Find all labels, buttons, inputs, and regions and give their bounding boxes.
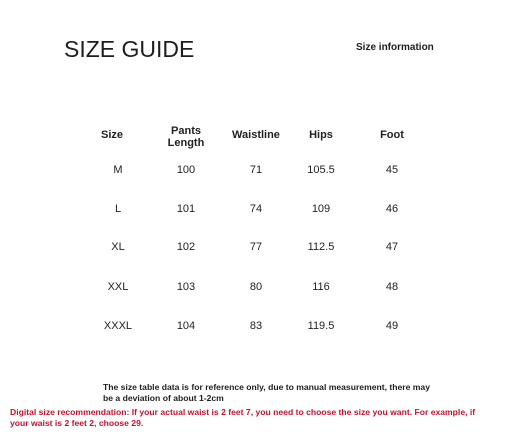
header-foot [357,129,427,141]
cell-waistline: 83 [249,320,263,332]
header-size-line: Size [100,129,123,141]
cell-size: XL [111,241,125,253]
cell-waistline: 71 [249,164,263,176]
cell-foot: 49 [385,320,399,332]
cell-hips: 116 [312,281,330,293]
cell-hips: 109 [311,203,331,215]
cell-hips: 119.5 [307,320,335,332]
size-recommendation-note: Digital size recommendation: If your actual waist is 2 feet 7, you need to choose the size you want. For example, if your waist is 2 feet 2, choose 29. [10,407,476,428]
cell-waistline: 77 [249,241,263,253]
cell-pants-length: 103 [176,281,196,293]
cell-size: L [114,203,122,215]
header-waistline-line: Waistline [232,129,280,141]
header-hips-line: Hips [309,129,333,141]
cell-pants-length: 104 [176,320,196,332]
page-subtitle: Size information [356,42,434,53]
cell-pants-length: 102 [176,241,196,253]
cell-size: XXL [107,281,129,293]
cell-foot: 47 [385,241,399,253]
cell-pants-length: 100 [176,164,196,176]
cell-size: M [113,164,123,176]
header-hips [286,129,356,141]
cell-size: XXXL [103,320,133,332]
cell-foot: 46 [385,203,399,215]
header-size [77,129,147,141]
cell-waistline: 74 [249,203,263,215]
disclaimer-note: The size table data is for reference only, due to manual measurement, there may be a deviation of about 1-2cm [103,382,430,403]
page-title: SIZE GUIDE [64,36,195,62]
cell-foot: 48 [385,281,399,293]
cell-foot: 45 [385,164,399,176]
header-foot-line: Foot [380,129,404,141]
cell-waistline: 80 [249,281,263,293]
cell-hips: 105.5 [307,164,335,176]
cell-hips: 112.5 [307,241,335,253]
header-pants-length-line: Pants [171,125,201,137]
header-pants-length-line: Length [167,137,205,149]
header-waistline [221,129,291,141]
header-pants-length [151,125,221,149]
cell-pants-length: 101 [176,203,196,215]
